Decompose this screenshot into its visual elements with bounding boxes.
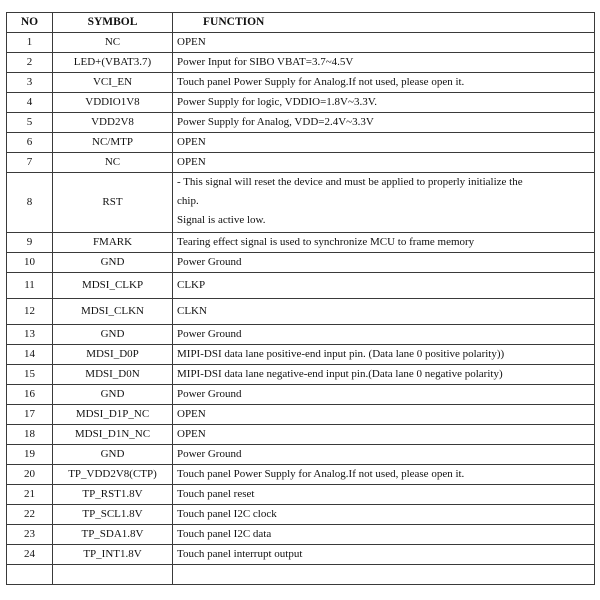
pin-function-line: Signal is active low. — [177, 214, 266, 226]
pin-definition-document — [6, 12, 594, 585]
pin-number: 4 — [7, 93, 53, 113]
pin-number: 24 — [7, 545, 53, 565]
header-function: FUNCTION — [173, 13, 595, 33]
pin-number: 16 — [7, 385, 53, 405]
pin-number: 5 — [7, 113, 53, 133]
pin-function: Touch panel reset — [173, 485, 595, 505]
table-row — [7, 505, 595, 525]
table-row — [7, 173, 595, 233]
pin-symbol: NC — [53, 33, 173, 53]
table-row — [7, 465, 595, 485]
pin-function: Power Ground — [173, 325, 595, 345]
pin-number: 7 — [7, 153, 53, 173]
pin-number: 19 — [7, 445, 53, 465]
pin-symbol: MDSI_D0N — [53, 365, 173, 385]
pin-number: 8 — [7, 173, 53, 233]
pin-function: OPEN — [173, 133, 595, 153]
pin-function: OPEN — [173, 425, 595, 445]
pin-symbol: TP_SDA1.8V — [53, 525, 173, 545]
pin-symbol: VDD2V8 — [53, 113, 173, 133]
pin-function: Power Input for SIBO VBAT=3.7~4.5V — [173, 53, 595, 73]
pin-symbol: MDSI_D0P — [53, 345, 173, 365]
pin-function: MIPI-DSI data lane positive-end input pin. (Data lane 0 positive polarity)) — [173, 345, 595, 365]
pin-symbol: NC/MTP — [53, 133, 173, 153]
pin-number: 22 — [7, 505, 53, 525]
header-symbol: SYMBOL — [53, 13, 173, 33]
pin-symbol: RST — [53, 173, 173, 233]
pin-symbol: GND — [53, 325, 173, 345]
pin-function: Power Supply for Analog, VDD=2.4V~3.3V — [173, 113, 595, 133]
pin-number: 17 — [7, 405, 53, 425]
pin-symbol: FMARK — [53, 233, 173, 253]
pin-number: 15 — [7, 365, 53, 385]
pin-function: Power Supply for logic, VDDIO=1.8V~3.3V. — [173, 93, 595, 113]
table-header-row — [7, 13, 595, 33]
table-row — [7, 133, 595, 153]
pin-function-line: - This signal will reset the device and must be applied to properly initialize the — [177, 176, 523, 188]
table-row — [7, 365, 595, 385]
table-row — [7, 385, 595, 405]
pin-symbol: VDDIO1V8 — [53, 93, 173, 113]
table-row — [7, 253, 595, 273]
pin-definition-table — [6, 12, 595, 585]
pin-function: CLKP — [173, 273, 595, 299]
pin-number: 3 — [7, 73, 53, 93]
pin-symbol: LED+(VBAT3.7) — [53, 53, 173, 73]
table-row — [7, 153, 595, 173]
pin-function: CLKN — [173, 299, 595, 325]
pin-function-line: chip. — [177, 195, 199, 207]
pin-function: Power Ground — [173, 253, 595, 273]
pin-number: 2 — [7, 53, 53, 73]
table-row — [7, 53, 595, 73]
pin-number: 18 — [7, 425, 53, 445]
table-row — [7, 33, 595, 53]
empty-cell — [7, 565, 53, 585]
pin-number: 21 — [7, 485, 53, 505]
table-row — [7, 545, 595, 565]
table-row — [7, 525, 595, 545]
table-row — [7, 93, 595, 113]
table-row — [7, 405, 595, 425]
pin-symbol: MDSI_CLKN — [53, 299, 173, 325]
pin-symbol: GND — [53, 385, 173, 405]
header-no: NO — [7, 13, 53, 33]
pin-symbol: TP_SCL1.8V — [53, 505, 173, 525]
table-row-empty — [7, 565, 595, 585]
empty-cell — [173, 565, 595, 585]
pin-function: OPEN — [173, 33, 595, 53]
table-row — [7, 485, 595, 505]
table-row — [7, 445, 595, 465]
table-row — [7, 273, 595, 299]
pin-symbol: TP_VDD2V8(CTP) — [53, 465, 173, 485]
pin-function: OPEN — [173, 405, 595, 425]
pin-number: 12 — [7, 299, 53, 325]
pin-number: 10 — [7, 253, 53, 273]
pin-number: 11 — [7, 273, 53, 299]
pin-number: 13 — [7, 325, 53, 345]
pin-function: Touch panel I2C data — [173, 525, 595, 545]
pin-symbol: NC — [53, 153, 173, 173]
pin-symbol: GND — [53, 445, 173, 465]
pin-symbol: TP_RST1.8V — [53, 485, 173, 505]
pin-number: 23 — [7, 525, 53, 545]
pin-function: Power Ground — [173, 385, 595, 405]
pin-symbol: TP_INT1.8V — [53, 545, 173, 565]
pin-function: Tearing effect signal is used to synchronize MCU to frame memory — [173, 233, 595, 253]
pin-symbol: MDSI_D1P_NC — [53, 405, 173, 425]
table-row — [7, 233, 595, 253]
table-row — [7, 73, 595, 93]
pin-function: MIPI-DSI data lane negative-end input pin.(Data lane 0 negative polarity) — [173, 365, 595, 385]
pin-number: 1 — [7, 33, 53, 53]
pin-number: 14 — [7, 345, 53, 365]
pin-number: 6 — [7, 133, 53, 153]
table-row — [7, 345, 595, 365]
pin-function: Power Ground — [173, 445, 595, 465]
pin-function: Touch panel I2C clock — [173, 505, 595, 525]
pin-symbol: GND — [53, 253, 173, 273]
pin-number: 20 — [7, 465, 53, 485]
pin-symbol: MDSI_CLKP — [53, 273, 173, 299]
table-row — [7, 425, 595, 445]
pin-function: OPEN — [173, 153, 595, 173]
pin-function — [173, 173, 595, 233]
pin-symbol: MDSI_D1N_NC — [53, 425, 173, 445]
table-row — [7, 299, 595, 325]
pin-function: Touch panel Power Supply for Analog.If not used, please open it. — [173, 73, 595, 93]
pin-symbol: VCI_EN — [53, 73, 173, 93]
pin-function: Touch panel Power Supply for Analog.If not used, please open it. — [173, 465, 595, 485]
table-row — [7, 113, 595, 133]
pin-function: Touch panel interrupt output — [173, 545, 595, 565]
table-row — [7, 325, 595, 345]
pin-number: 9 — [7, 233, 53, 253]
empty-cell — [53, 565, 173, 585]
